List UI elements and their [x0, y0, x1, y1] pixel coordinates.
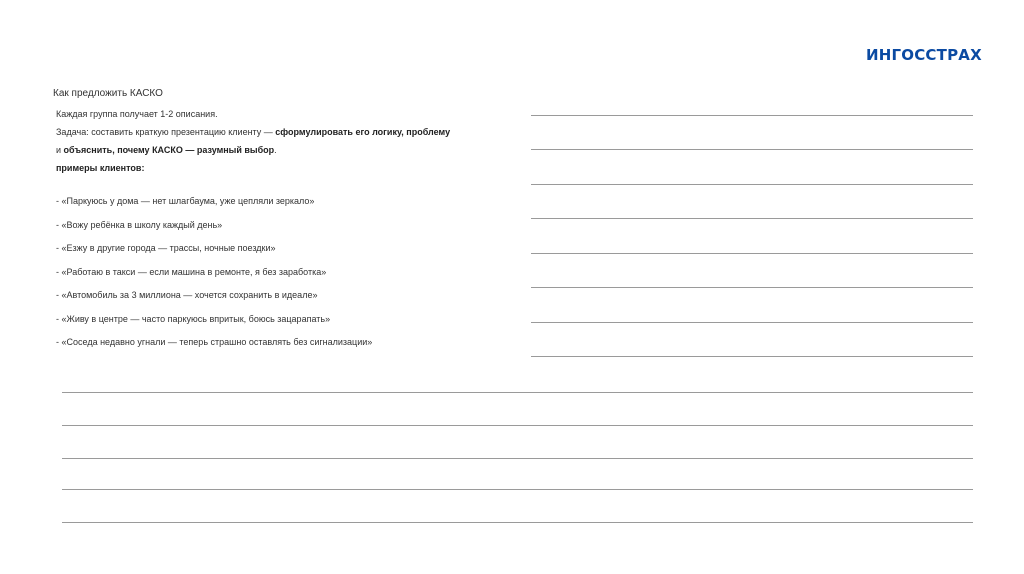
- writing-line: [531, 287, 973, 288]
- writing-line: [62, 489, 973, 490]
- examples-list: [56, 196, 372, 361]
- list-item: - «Работаю в такси — если машина в ремонте, я без заработка»: [56, 266, 327, 277]
- task-line-2-suffix: .: [274, 145, 277, 155]
- list-item: - «Езжу в другие города — трассы, ночные поездки»: [56, 243, 276, 253]
- list-item: - «Вожу ребёнка в школу каждый день»: [56, 219, 223, 230]
- task-line-2-bold: объяснить, почему КАСКО — разумный выбор: [63, 145, 275, 155]
- writing-line: [62, 392, 973, 393]
- list-item: - «Автомобиль за 3 миллиона — хочется сохранить в идеале»: [56, 290, 318, 300]
- writing-line: [531, 218, 973, 219]
- task-line-1-bold: сформулировать его логику, проблему: [275, 127, 451, 137]
- intro-text: Каждая группа получает 1-2 описания.: [56, 109, 218, 119]
- task-line-1-prefix: Задача: составить краткую презентацию клиенту —: [56, 127, 276, 137]
- writing-line: [531, 322, 973, 323]
- list-item: - «Паркуюсь у дома — нет шлагбаума, уже цепляли зеркало»: [56, 196, 315, 206]
- task-line-2-prefix: и: [56, 145, 64, 155]
- page-title: Как предложить КАСКО: [53, 88, 163, 99]
- writing-line: [62, 522, 973, 523]
- examples-heading: примеры клиентов:: [56, 163, 145, 173]
- writing-line: [531, 253, 973, 254]
- list-item: - «Соседа недавно угнали — теперь страшно оставлять без сигнализации»: [56, 337, 373, 347]
- writing-line: [62, 458, 973, 459]
- task-line-2: [56, 145, 277, 155]
- writing-line: [531, 356, 973, 357]
- writing-line: [531, 184, 973, 185]
- writing-line: [531, 149, 973, 150]
- task-line-1: [56, 127, 450, 137]
- writing-line: [531, 115, 973, 116]
- list-item: - «Живу в центре — часто паркуюсь впритык, боюсь зацарапать»: [56, 313, 331, 324]
- writing-line: [62, 425, 973, 426]
- brand-logo: ИНГОССТРАХ: [866, 46, 982, 64]
